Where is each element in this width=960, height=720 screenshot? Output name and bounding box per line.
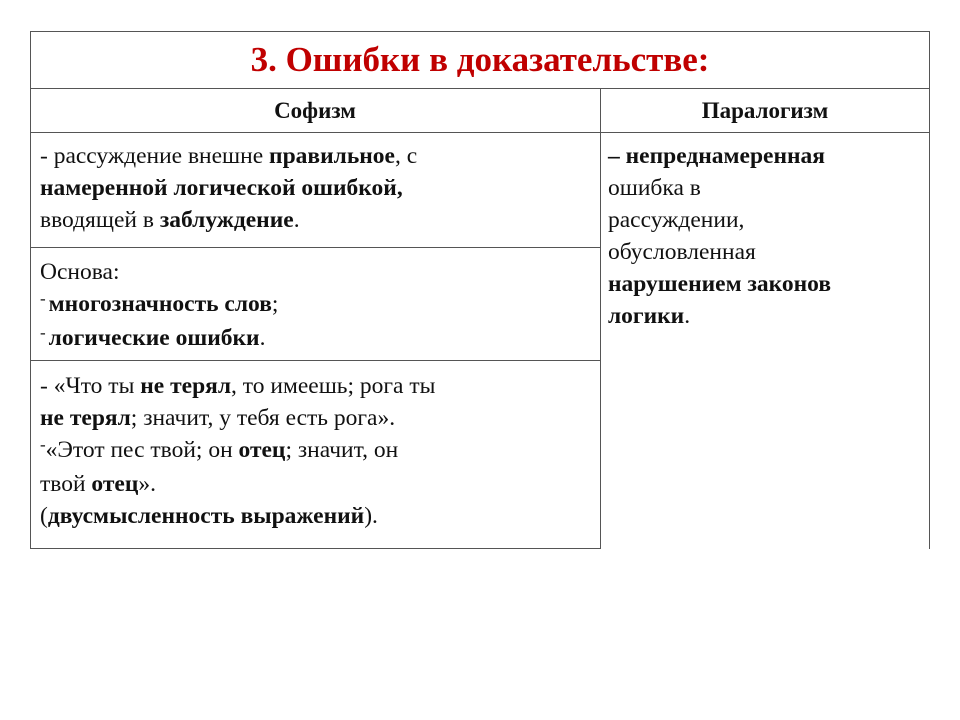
text-bold: двусмысленность выражений (47, 503, 365, 529)
text: «Этот пес твой; он (45, 437, 239, 463)
bullet-dash: - (40, 435, 46, 454)
sophism-basis (40, 256, 595, 356)
text-bold: отец (91, 471, 139, 497)
table-bottom-border (30, 548, 600, 549)
text-bold: многозначность слов (48, 291, 272, 317)
text: рассуждении, (608, 207, 745, 233)
text-bold: – непреднамеренная (608, 143, 825, 169)
sophism-examples (40, 370, 595, 532)
text: ». (138, 471, 156, 497)
column-header-paralogism: Паралогизм (701, 98, 829, 123)
text: . (259, 325, 266, 351)
text: вводящей в (40, 207, 160, 233)
text: ; значит, у тебя есть рога». (130, 405, 396, 431)
slide-title: 3. Ошибки в доказательстве: (250, 39, 710, 79)
row1-bottom-border (30, 247, 600, 248)
text: обусловленная (608, 239, 756, 265)
header-bottom-border (30, 132, 930, 133)
basis-heading: Основа: (40, 259, 120, 285)
text: - «Что ты (40, 373, 141, 399)
text: ; значит, он (285, 437, 399, 463)
text-bold: заблуждение (159, 207, 294, 233)
paralogism-definition (608, 140, 926, 332)
bullet-dash: - (40, 323, 46, 342)
text: ошибка в (608, 175, 701, 201)
text: ; (271, 291, 279, 317)
column-divider (600, 88, 601, 549)
text-bold: намеренной логической ошибкой, (40, 175, 403, 201)
text-bold: логики (608, 303, 685, 329)
comparison-table (30, 31, 930, 549)
text: твой (40, 471, 92, 497)
row2-bottom-border (30, 360, 600, 361)
sophism-definition (40, 140, 595, 236)
text-bold: нарушением законов (608, 271, 832, 297)
title-bottom-border (30, 88, 930, 89)
basis-item-1 (40, 288, 595, 322)
text: . (293, 207, 300, 233)
text: . (684, 303, 691, 329)
column-header-sophism: Софизм (274, 98, 356, 123)
text-bold: логические ошибки (48, 325, 260, 351)
text-bold: отец (238, 437, 286, 463)
text: , то имеешь; рога ты (231, 373, 436, 399)
text: ). (364, 503, 378, 529)
text-bold: правильное (269, 143, 395, 169)
bullet-dash: - (40, 289, 46, 308)
basis-item-2 (40, 322, 595, 356)
text-bold: не терял (40, 405, 131, 431)
text-bold: не терял (140, 373, 232, 399)
text: , с (394, 143, 418, 169)
text: - рассуждение внешне (40, 143, 270, 169)
text: ( (40, 503, 48, 529)
